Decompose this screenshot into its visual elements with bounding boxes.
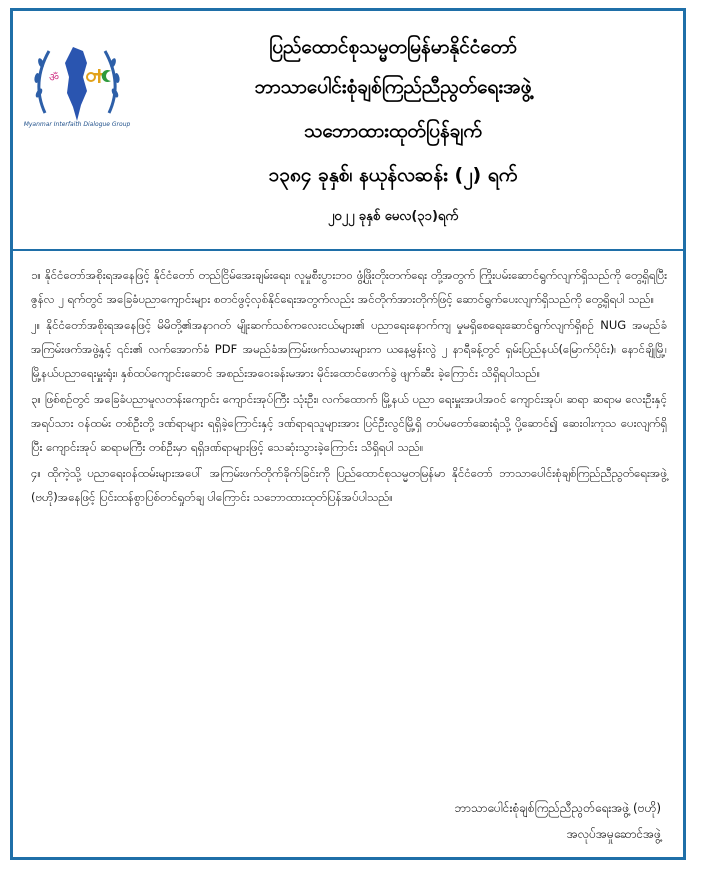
title-myanmar-date: ၁၃၈၄ ခုနှစ်၊ နယုန်လဆန်း (၂) ရက်	[268, 164, 518, 186]
gregorian-date: ၂၀၂၂ ခုနှစ် မေလ(၃၁)ရက်	[327, 209, 459, 224]
logo-caption: Myanmar Interfaith Dialogue Group	[23, 121, 131, 128]
signature-organization: ဘာသာပေါင်းစုံချစ်ကြည်ညီညွတ်ရေးအဖွဲ့ (ဗဟို)	[454, 801, 661, 815]
document-frame	[10, 8, 686, 860]
signature-committee: အလုပ်အမှုဆောင်အဖွဲ့	[566, 827, 661, 841]
title-statement: သဘောထားထုတ်ပြန်ချက်	[303, 120, 483, 142]
paragraph-2: ၂။ နိုင်ငံတော်အစိုးရအနေဖြင့် မိမိတို့၏အနာဂတ် မျိုးဆက်သစ်ကလေးငယ်များ၏ ပညာရေးနောက်ကျ မှုမရှိစေရေးဆောင်ရွက်လျက်ရှိစဉ် NUG အမည်ခံ အကြမ်းဖက်အဖွဲ့နှင့် ၎င်း၏ လက်အောက်ခံ PDF အမည်ခံအကြမ်းဖက်သမားများက ယနေ့မွန်းလွဲ ၂ နာရီခန့်တွင် ရှမ်းပြည်နယ်(မြောက်ပိုင်း)၊ နောင်ချိုမြို့၊ မြို့နယ်ပညာရေးမှူးရုံး၊ နှစ်ထပ်ကျောင်းဆောင် အစည်းအဝေးခန်းမအား မိုင်းထောင်ဖောက်ခွဲ ဖျက်ဆီး ခဲ့ကြောင်း သိရှိရပါသည်။	[31, 318, 667, 380]
signature-block	[454, 795, 661, 847]
paragraph-1: ၁။ နိုင်ငံတော်အစိုးရအနေဖြင့် နိုင်ငံတော် တည်ငြိမ်အေးချမ်းရေး၊ လူမှုစီးပွားဘဝ ဖွံ့ဖြိုးတိုးတက်ရေး တို့အတွက် ကြိုးပမ်းဆောင်ရွက်လျက်ရှိသည်ကို တွေ့ရှိရပြီး ဇွန်လ ၂ ရက်တွင် အခြေခံပညာကျောင်းများ စတင်ဖွင့်လှစ်နိုင်ရေးအတွက်လည်း အင်တိုက်အားတိုက်ဖြင့် ဆောင်ရွက်ပေးလျက်ရှိသည်ကို တွေ့ရှိရပါ သည်။	[31, 268, 667, 306]
svg-text:ॐ: ॐ	[49, 71, 60, 84]
statement-body	[31, 263, 667, 511]
title-country: ပြည်ထောင်စုသမ္မတမြန်မာနိုင်ငံတော်	[269, 36, 517, 58]
title-organization: ဘာသာပေါင်းစုံချစ်ကြည်ညီညွတ်ရေးအဖွဲ့	[254, 76, 532, 98]
interfaith-logo	[27, 33, 127, 133]
header	[13, 11, 683, 251]
header-divider	[13, 249, 683, 251]
paragraph-3: ၃။ ဖြစ်စဉ်တွင် အခြေခံပညာမူလတန်းကျောင်း ကျောင်းအုပ်ကြီး သုံးဦး၊ လက်ထောက် မြို့နယ် ပညာ ရေးမှူးအပါအဝင် ကျောင်းအုပ်၊ ဆရာ ဆရာမ လေးဦးနှင့် အရပ်သား ဝန်ထမ်း တစ်ဦးတို့ ဒဏ်ရာများ ရရှိခဲ့ကြောင်းနှင့် ဒဏ်ရာရသူများအား ပြင်ဦးလွင်မြို့ရှိ တပ်မတော်ဆေးရုံသို့ ပို့ဆောင်၍ ဆေးဝါးကုသ ပေးလျက်ရှိပြီး ကျောင်းအုပ် ဆရာမကြီး တစ်ဦးမှာ ရရှိဒဏ်ရာများဖြင့် သေဆုံးသွားခဲ့ကြောင်း သိရှိရပါ သည်။	[31, 392, 667, 454]
paragraph-4: ၄။ ထိုကဲ့သို့ ပညာရေးဝန်ထမ်းများအပေါ် အကြမ်းဖက်တိုက်ခိုက်ခြင်းကို ပြည်ထောင်စုသမ္မတမြန်မာ နိုင်ငံတော် ဘာသာပေါင်းစုံချစ်ကြည်ညီညွတ်ရေးအဖွဲ့ (ဗဟို)အနေဖြင့် ပြင်းထန်စွာပြစ်တင်ရှုတ်ချ ပါကြောင်း သဘောထားထုတ်ပြန်အပ်ပါသည်။	[31, 466, 667, 504]
